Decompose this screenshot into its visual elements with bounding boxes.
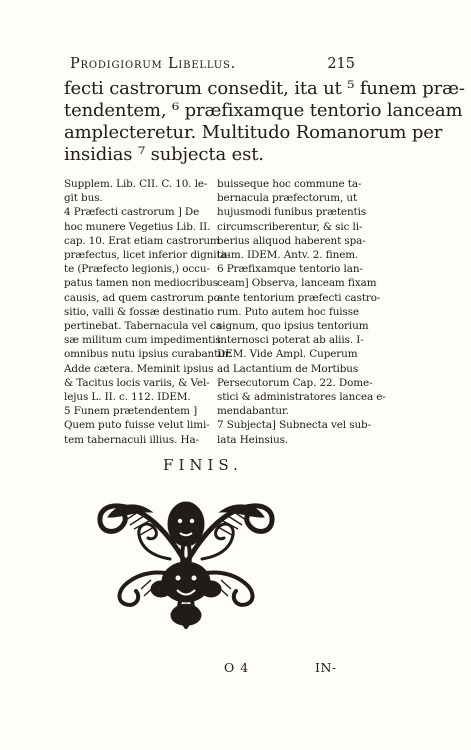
footnote-line: 5 Funem prætendentem ] xyxy=(64,405,198,418)
footnote-line: lata Heinsius. xyxy=(217,433,288,446)
footnote-line: 6 Præfixamque tentorio lan- xyxy=(217,263,363,276)
footnote-line: ceam] Observa, lanceam fixam xyxy=(217,277,377,290)
footnote-line: rum. Puto autem hoc fuisse xyxy=(217,305,360,318)
right-boss-shape xyxy=(201,581,221,597)
central-mask-shape xyxy=(162,562,210,602)
main-text-line: tendentem, ⁶ præfixamque tentorio lanceam xyxy=(64,100,463,121)
page-footer xyxy=(0,660,471,680)
footnote-line: hujusmodi funibus prætentis xyxy=(217,206,367,219)
main-text-line: amplecteretur. Multitudo Romanorum per xyxy=(64,122,443,143)
central-eye-left xyxy=(176,576,181,581)
footnote-line: Supplem. Lib. CII. C. 10. le- xyxy=(64,178,208,190)
footnote-line: tium. IDEM. Antv. 2. finem. xyxy=(217,249,359,262)
right-inner-curl xyxy=(202,524,233,559)
page-number: 215 xyxy=(327,56,355,72)
woodcut-tailpiece-icon xyxy=(92,486,280,636)
footnote-line: tem tabernaculi illius. Ha- xyxy=(64,433,199,446)
running-head: Prodigiorum Libellus. xyxy=(70,56,237,72)
footnote-line: signum, quo ipsius tentorium xyxy=(217,320,369,333)
left-boss-shape xyxy=(151,581,171,597)
footnote-line: præfectus, licet inferior dignita- xyxy=(64,249,231,262)
mask-eye-left xyxy=(178,519,182,523)
footnote-line: buisseque hoc commune ta- xyxy=(217,178,362,190)
central-eye-right xyxy=(192,576,197,581)
footnote-line: lejus L. II. c. 112. IDEM. xyxy=(64,391,191,404)
footnote-line: circumscriberentur, & sic li- xyxy=(217,220,363,233)
footnote-line: hoc munere Vegetius Lib. II. xyxy=(64,220,211,233)
footnote-line: 7 Subjecta] Subnecta vel sub- xyxy=(217,419,372,432)
footnote-line: cap. 10. Erat etiam castrorum xyxy=(64,234,220,247)
footnote-line: berius aliquod haberent spa- xyxy=(217,234,366,247)
footnote-line: sitio, valli & fossæ destinatio xyxy=(64,305,214,318)
footnote-line: ad Lactantium de Mortibus xyxy=(217,362,359,375)
footnote-line: stici & administratores lancea e- xyxy=(217,391,386,404)
mask-eye-right xyxy=(190,519,194,523)
footnote-line: Adde cætera. Meminit ipsius xyxy=(64,362,214,375)
footnote-line: sæ militum cum impedimentis xyxy=(64,334,221,347)
tailpiece-ornament-svg xyxy=(92,486,280,636)
left-inner-curl xyxy=(139,524,170,559)
footnotes xyxy=(64,177,386,446)
finis-text: FINIS. xyxy=(163,456,243,474)
footnote-line: te (Præfecto legionis,) occu- xyxy=(64,263,210,276)
signature-mark: O 4 xyxy=(224,660,250,675)
footnote-line: causis, ad quem castrorum po- xyxy=(64,291,224,304)
footnote-line: git bus. xyxy=(64,192,103,205)
main-text-line: fecti castrorum consedit, ita ut ⁵ funem præ- xyxy=(64,78,465,99)
catchword: IN- xyxy=(315,660,337,675)
footnote-line: bernacula præfectorum, ut xyxy=(217,192,358,205)
footnote-line: ante tentorium præfecti castro- xyxy=(217,291,381,304)
footnote-line: Persecutorum Cap. 22. Dome- xyxy=(217,376,373,389)
footnote-line: patus tamen non mediocribus xyxy=(64,277,218,290)
footnote-line: internosci poterat ab aliis. I- xyxy=(217,334,364,347)
footnote-line: 4 Præfecti castrorum ] De xyxy=(64,206,200,219)
footnote-line: omnibus nutu ipsius curabantur. xyxy=(64,348,232,361)
footnotes-right-column xyxy=(217,177,386,446)
footnote-line: & Tacitus locis variis, & Vel- xyxy=(64,376,210,389)
bottom-pendant-shape xyxy=(171,604,201,625)
footnote-line: mendabantur. xyxy=(217,405,289,418)
main-paragraph xyxy=(64,78,465,166)
footnote-line: pertinebat. Tabernacula vel ca- xyxy=(64,320,226,333)
page-header xyxy=(70,56,355,76)
footnotes-left-column xyxy=(64,177,232,446)
main-text-line: insidias ⁷ subjecta est. xyxy=(64,144,264,165)
footnote-line: Quem puto fuisse velut limi- xyxy=(64,419,210,432)
mask-head-shape xyxy=(168,502,204,546)
footnote-line: DEM. Vide Ampl. Cuperum xyxy=(217,348,358,361)
